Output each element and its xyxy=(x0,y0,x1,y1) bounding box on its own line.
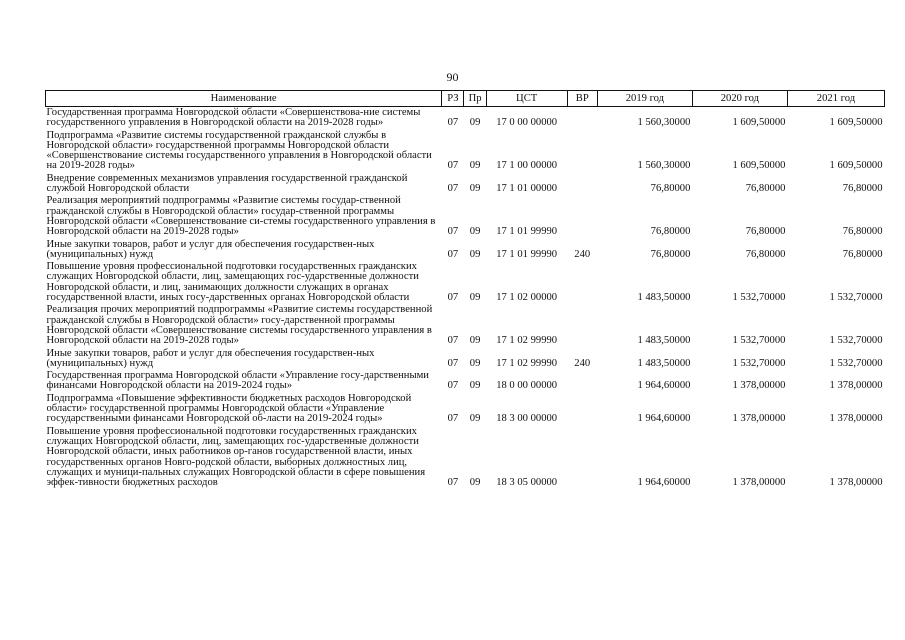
cell-2020: 76,80000 xyxy=(745,248,786,260)
cell-vr xyxy=(567,195,597,238)
table-row xyxy=(46,195,885,238)
header-rz: РЗ xyxy=(442,91,464,107)
cell-2020: 76,80000 xyxy=(745,226,786,238)
cell-vr: 240 xyxy=(574,357,591,369)
cell-pr: 09 xyxy=(469,477,481,489)
cell-cst: 17 1 00 00000 xyxy=(496,160,558,172)
cell-rz: 07 xyxy=(447,292,459,304)
cell-vr xyxy=(567,304,597,347)
header-2019: 2019 год xyxy=(597,91,692,107)
cell-cst: 18 3 05 00000 xyxy=(496,477,558,489)
cell-2021: 1 378,00000 xyxy=(829,380,883,392)
cell-2019: 1 964,60000 xyxy=(637,413,691,425)
cell-name: Реализация прочих мероприятий подпрограммы «Развитие системы государственной гражданской службы в Новгородской области» госу-дарственной программы Новгородской области «Совершенствование системы государственного управления в Новгородской области на 2019-2028 годы» xyxy=(46,304,433,347)
cell-name: Подпрограмма «Развитие системы государственной гражданской службы в Новгородской области» государственной программы Новгородской области «Совершенствование системы государственного управления в Новгородской области на 2019-2028 годы» xyxy=(46,129,432,172)
cell-rz: 07 xyxy=(447,183,459,195)
cell-2019: 76,80000 xyxy=(650,248,691,260)
header-pr: Пр xyxy=(464,91,486,107)
budget-table xyxy=(45,90,885,489)
page-number: 90 xyxy=(446,70,459,84)
cell-rz: 07 xyxy=(447,117,459,129)
cell-rz: 07 xyxy=(447,160,459,172)
cell-cst: 17 1 02 99990 xyxy=(496,357,558,369)
cell-pr: 09 xyxy=(469,160,481,172)
cell-vr: 240 xyxy=(574,248,591,260)
cell-vr xyxy=(567,426,597,490)
table-row xyxy=(46,239,885,262)
table-row xyxy=(46,348,885,371)
cell-pr: 09 xyxy=(469,335,481,347)
table-row xyxy=(46,173,885,196)
header-row xyxy=(46,91,885,107)
cell-name: Государственная программа Новгородской области «Совершенствова-ние системы государственного управления в Новгородской области на 2019-2028 годы» xyxy=(46,107,421,129)
cell-pr: 09 xyxy=(469,380,481,392)
cell-pr: 09 xyxy=(469,226,481,238)
cell-pr: 09 xyxy=(469,413,481,425)
cell-2021: 1 532,70000 xyxy=(829,357,883,369)
cell-2020: 1 609,50000 xyxy=(732,160,786,172)
cell-pr: 09 xyxy=(469,248,481,260)
header-2020: 2020 год xyxy=(692,91,787,107)
cell-name: Подпрограмма «Повышение эффективности бюджетных расходов Новгородской области» государственной программы Новгородской области «Управление государственными финансами Новгородской об-ласти на 2019-2024 годы» xyxy=(46,392,412,425)
cell-cst: 17 1 02 99990 xyxy=(496,335,558,347)
cell-rz: 07 xyxy=(447,380,459,392)
cell-2021: 1 609,50000 xyxy=(829,117,883,129)
cell-2020: 1 532,70000 xyxy=(732,292,786,304)
cell-cst: 17 0 00 00000 xyxy=(496,117,558,129)
cell-2020: 1 609,50000 xyxy=(732,117,786,129)
cell-2020: 76,80000 xyxy=(745,183,786,195)
cell-2021: 1 532,70000 xyxy=(829,335,883,347)
cell-cst: 17 1 01 99990 xyxy=(496,226,558,238)
cell-vr xyxy=(567,173,597,196)
table-body xyxy=(46,107,885,490)
cell-cst: 18 0 00 00000 xyxy=(496,380,558,392)
cell-2021: 1 609,50000 xyxy=(829,160,883,172)
cell-rz: 07 xyxy=(447,226,459,238)
cell-2019: 1 483,50000 xyxy=(637,335,691,347)
cell-cst: 17 1 01 99990 xyxy=(496,248,558,260)
cell-pr: 09 xyxy=(469,183,481,195)
cell-2019: 1 964,60000 xyxy=(637,380,691,392)
cell-2020: 1 532,70000 xyxy=(732,335,786,347)
cell-name: Повышение уровня профессиональной подготовки государственных гражданских служащих Новгородской области, лиц, замещающих гос-ударственные должности Новгородской области, иных работников ор-ганов государственной власти, иных государственных органов Новго-родской области, выборных должностных лиц, служащих и муници-пальных служащих Новгородской области в сфере повышения эффек-тивности бюджетных расходов xyxy=(46,425,426,489)
cell-2020: 1 378,00000 xyxy=(732,477,786,489)
cell-rz: 07 xyxy=(447,413,459,425)
cell-2019: 76,80000 xyxy=(650,183,691,195)
cell-2021: 1 532,70000 xyxy=(829,292,883,304)
cell-2019: 1 964,60000 xyxy=(637,477,691,489)
table-row xyxy=(46,107,885,130)
cell-2021: 1 378,00000 xyxy=(829,413,883,425)
cell-2019: 1 483,50000 xyxy=(637,357,691,369)
table-row xyxy=(46,261,885,304)
cell-2021: 76,80000 xyxy=(842,248,883,260)
cell-pr: 09 xyxy=(469,357,481,369)
cell-vr xyxy=(567,261,597,304)
cell-rz: 07 xyxy=(447,248,459,260)
cell-rz: 07 xyxy=(447,357,459,369)
cell-2019: 1 560,30000 xyxy=(637,160,691,172)
cell-vr xyxy=(567,130,597,173)
cell-pr: 09 xyxy=(469,292,481,304)
cell-rz: 07 xyxy=(447,335,459,347)
cell-2019: 1 560,30000 xyxy=(637,117,691,129)
header-name: Наименование xyxy=(46,91,442,107)
table-row xyxy=(46,426,885,490)
header-vr: ВР xyxy=(567,91,597,107)
table-row xyxy=(46,130,885,173)
cell-cst: 17 1 01 00000 xyxy=(496,183,558,195)
cell-2019: 76,80000 xyxy=(650,226,691,238)
cell-name: Государственная программа Новгородской области «Управление госу-дарственными финансами Новгородской области на 2019-2024 годы» xyxy=(46,370,429,392)
table-row xyxy=(46,393,885,426)
cell-rz: 07 xyxy=(447,477,459,489)
cell-vr xyxy=(567,107,597,130)
cell-2021: 76,80000 xyxy=(842,226,883,238)
cell-name: Повышение уровня профессиональной подготовки государственных гражданских служащих Новгородской области, лиц, замещающих гос-ударственные должности Новгородской области, и лиц, занимающих должности служащих в органах государственной власти, иных госу-дарственных органах Новгородской области xyxy=(46,261,419,304)
cell-2021: 76,80000 xyxy=(842,183,883,195)
cell-2020: 1 378,00000 xyxy=(732,413,786,425)
cell-name: Иные закупки товаров, работ и услуг для обеспечения государствен-ных (муниципальных) нужд xyxy=(46,238,375,260)
table-row xyxy=(46,304,885,347)
cell-cst: 18 3 00 00000 xyxy=(496,413,558,425)
cell-cst: 17 1 02 00000 xyxy=(496,292,558,304)
cell-name: Внедрение современных механизмов управления государственной гражданской службой Новгородской области xyxy=(46,172,408,195)
cell-pr: 09 xyxy=(469,117,481,129)
cell-vr xyxy=(567,393,597,426)
cell-2019: 1 483,50000 xyxy=(637,292,691,304)
cell-2021: 1 378,00000 xyxy=(829,477,883,489)
cell-name: Иные закупки товаров, работ и услуг для обеспечения государствен-ных (муниципальных) нужд xyxy=(46,347,375,369)
cell-name: Реализация мероприятий подпрограммы «Развитие системы государ-ственной гражданской службы в Новгородской области» государ-ственной программы Новгородской области «Совершенствование си-стемы государственного управления в Новгородской области на 2019-2028 годы» xyxy=(46,195,436,238)
cell-2020: 1 378,00000 xyxy=(732,380,786,392)
header-2021: 2021 год xyxy=(787,91,884,107)
cell-vr xyxy=(567,370,597,393)
table-row xyxy=(46,370,885,393)
header-cst: ЦСТ xyxy=(486,91,567,107)
cell-2020: 1 532,70000 xyxy=(732,357,786,369)
